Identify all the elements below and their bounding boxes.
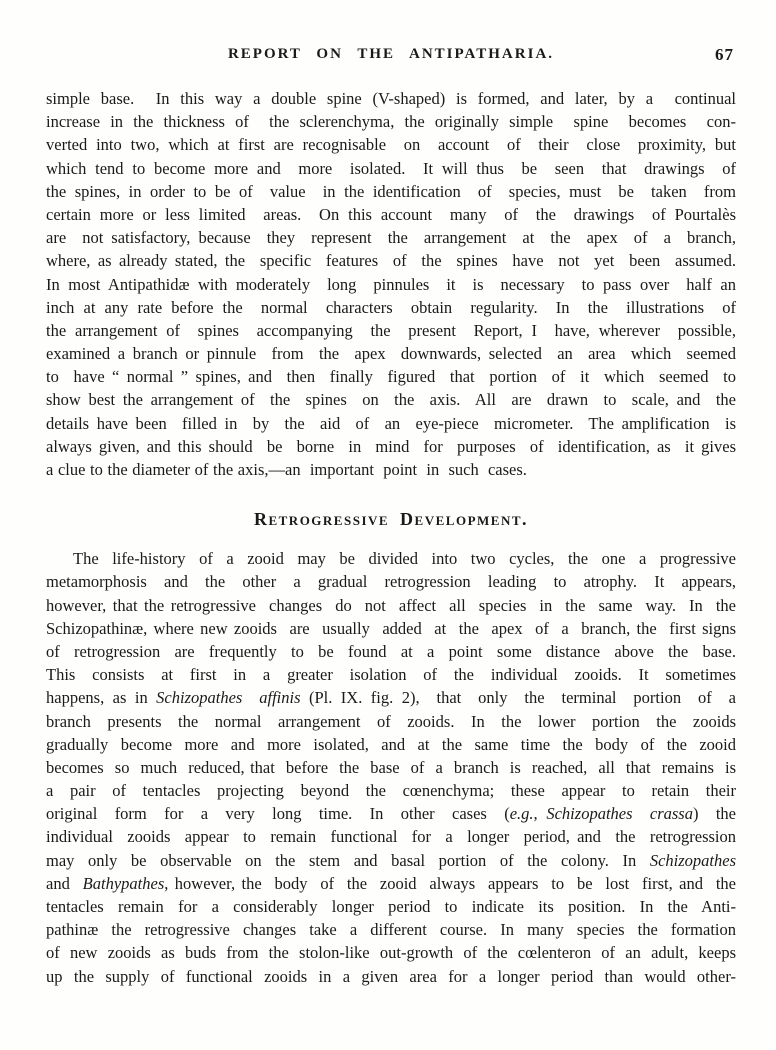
text-line: inch at any rate before the normal characters obtain regularity. In the illustrations of bbox=[46, 297, 736, 317]
text-line: branch presents the normal arrangement of zooids. In the lower portion the zooids bbox=[46, 711, 736, 731]
text-line: metamorphosis and the other a gradual retrogression leading to atrophy. It appears, bbox=[46, 572, 736, 592]
page-header bbox=[46, 46, 736, 66]
text-line: up the supply of functional zooids in a given area for a longer period than would other- bbox=[46, 966, 736, 986]
text-line: of retrogression are frequently to be found at a point some distance above the base. bbox=[46, 641, 736, 661]
text-line: however, that the retrogressive changes do not affect all species in the same way. In the bbox=[46, 595, 736, 615]
page-body bbox=[46, 87, 736, 988]
text-line: the arrangement of spines accompanying the present Report, I have, wherever possible, bbox=[46, 320, 736, 340]
text-line: examined a branch or pinnule from the apex downwards, selected an area which seemed bbox=[46, 344, 736, 364]
text-line: certain more or less limited areas. On this account many of the drawings of Pourtalès bbox=[46, 204, 736, 224]
text-line: where, as already stated, the specific features of the spines have not yet been assumed. bbox=[46, 251, 736, 271]
page-number: 67 bbox=[715, 45, 734, 64]
text-line: original form for a very long time. In other cases (e.g., Schizopathes crassa) the bbox=[46, 804, 736, 824]
text-line: always given, and this should be borne in mind for purposes of identification, as it gives bbox=[46, 436, 736, 456]
text-line: In most Antipathidæ with moderately long pinnules it is necessary to pass over half an bbox=[46, 274, 736, 294]
text-line: The life-history of a zooid may be divided into two cycles, the one a progressive bbox=[73, 549, 736, 569]
text-line: This consists at first in a greater isolation of the individual zooids. It sometimes bbox=[46, 665, 736, 685]
text-line: Schizopathinæ, where new zooids are usually added at the apex of a branch, the first signs bbox=[46, 618, 736, 638]
text-line: the spines, in order to be of value in the identification of species, must be taken from bbox=[46, 181, 736, 201]
text-line: becomes so much reduced, that before the base of a branch is reached, all that remains is bbox=[46, 757, 736, 777]
text-line: a clue to the diameter of the axis,—an important point in such cases. bbox=[46, 460, 527, 479]
text-line: and Bathypathes, however, the body of the zooid always appears to be lost first, and the bbox=[46, 873, 736, 893]
text-line: simple base. In this way a double spine (V-shaped) is formed, and later, by a continual bbox=[46, 89, 736, 108]
text-line: show best the arrangement of the spines on the axis. All are drawn to scale, and the bbox=[46, 390, 736, 410]
text-line: verted into two, which at first are recognisable on account of their close proximity, but bbox=[46, 135, 736, 155]
text-line: increase in the thickness of the sclerenchyma, the originally simple spine becomes con- bbox=[46, 112, 736, 132]
text-line: to have “ normal ” spines, and then finally figured that portion of it which seemed to bbox=[46, 367, 736, 387]
text-line: pathinæ the retrogressive changes take a different course. In many species the formation bbox=[46, 920, 736, 940]
paragraph bbox=[46, 547, 736, 988]
text-line: individual zooids appear to remain functional for a longer period, and the retrogression bbox=[46, 827, 736, 847]
text-line: which tend to become more and more isolated. It will thus be seen that drawings of bbox=[46, 158, 736, 178]
text-line: of new zooids as buds from the stolon-like out-growth of the cœlenteron of an adult, keeps bbox=[46, 943, 736, 963]
text-line: tentacles remain for a considerably longer period to indicate its position. In the Anti- bbox=[46, 897, 736, 916]
text-line: details have been filled in by the aid of an eye-piece micrometer. The amplification is bbox=[46, 413, 736, 433]
text-line: are not satisfactory, because they represent the arrangement at the apex of a branch, bbox=[46, 228, 736, 248]
text-line: a pair of tentacles projecting beyond the cœnenchyma; these appear to retain their bbox=[46, 781, 736, 801]
text-line: may only be observable on the stem and basal portion of the colony. In Schizopathes bbox=[46, 850, 736, 870]
text-line: happens, as in Schizopathes affinis (Pl. IX. fig. 2), that only the terminal portion of a bbox=[46, 688, 736, 708]
section-heading: Retrogressive Development. bbox=[253, 509, 529, 530]
running-title: REPORT ON THE ANTIPATHARIA. bbox=[227, 46, 555, 62]
paragraph bbox=[46, 87, 736, 481]
text-line: gradually become more and more isolated, and at the same time the body of the zooid bbox=[46, 734, 736, 754]
